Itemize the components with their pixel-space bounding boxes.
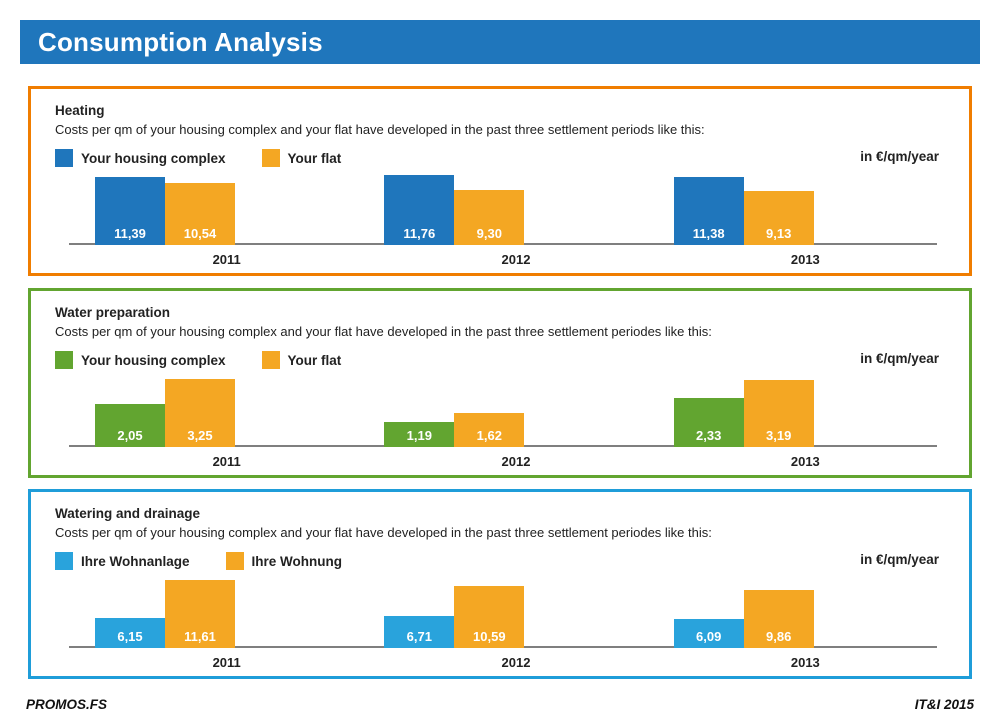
legend-label-complex: Ihre Wohnanlage [81, 553, 190, 569]
bar-complex [674, 619, 744, 648]
bar-flat [744, 380, 814, 447]
page-title: Consumption Analysis [38, 26, 323, 57]
legend-item-complex [55, 351, 226, 369]
chart-watering-and-drainage [55, 578, 951, 670]
bar-flat [165, 379, 235, 447]
legend-swatch-icon [55, 149, 73, 167]
panel-heating [28, 86, 972, 276]
panel-water-preparation [28, 288, 972, 478]
bar-value: 11,39 [114, 226, 146, 241]
bar-value: 9,86 [766, 629, 792, 644]
chart-group-label: 2011 [212, 252, 241, 267]
legend-label-flat: Ihre Wohnung [251, 553, 343, 569]
chart-group-label: 2012 [501, 454, 531, 469]
chart-group-label: 2013 [790, 252, 820, 267]
panel-watering-legend [55, 552, 378, 570]
chart-heating [55, 175, 951, 267]
chart-group-label: 2013 [790, 454, 820, 469]
bar-flat [454, 586, 524, 648]
panel-watering-subtitle: Costs per qm of your housing complex and your flat have developed in the past three settlement periodes like this: [55, 525, 712, 540]
bar-value: 3,19 [766, 428, 792, 443]
bar-value: 3,25 [187, 428, 213, 443]
panel-heating-subtitle: Costs per qm of your housing complex and your flat have developed in the past three settlement periods like this: [55, 122, 705, 137]
bar-value: 6,09 [696, 629, 722, 644]
legend-label-flat: Your flat [287, 352, 342, 368]
chart-group-2012 [358, 377, 647, 469]
chart-group-label: 2011 [212, 655, 241, 670]
legend-label-flat: Your flat [287, 150, 342, 166]
chart-group-label: 2011 [212, 454, 241, 469]
bar-value: 11,76 [403, 226, 436, 241]
chart-group-2011 [69, 377, 358, 469]
bar-value: 9,30 [476, 226, 502, 241]
legend-item-flat [226, 552, 343, 570]
chart-group-2012 [358, 578, 647, 670]
chart-group-2011 [69, 578, 358, 670]
bar-flat [454, 190, 524, 245]
chart-group-2012 [358, 175, 647, 267]
chart-group-label: 2013 [790, 655, 820, 670]
legend-item-complex [55, 149, 226, 167]
legend-swatch-icon [55, 552, 73, 570]
bar-complex [384, 175, 454, 245]
bar-value: 11,61 [184, 629, 216, 644]
panel-water-unit: in €/qm/year [860, 351, 939, 366]
panel-water-title: Water preparation [55, 305, 171, 320]
footer-meta: IT&I 2015 [914, 697, 974, 712]
bar-complex [674, 398, 744, 447]
chart-group-2013 [648, 377, 937, 469]
bar-complex [95, 177, 165, 245]
panel-water-legend [55, 351, 377, 369]
chart-group-2013 [648, 578, 937, 670]
panel-watering-and-drainage [28, 489, 972, 679]
bar-flat [744, 590, 814, 648]
bar-value: 1,19 [406, 428, 432, 443]
panel-watering-unit: in €/qm/year [860, 552, 939, 567]
legend-item-complex [55, 552, 190, 570]
bar-complex [95, 404, 165, 447]
bar-complex [674, 177, 744, 245]
bar-value: 6,71 [406, 629, 432, 644]
chart-group-label: 2012 [501, 655, 531, 670]
bar-value: 2,33 [696, 428, 722, 443]
panel-heating-unit: in €/qm/year [860, 149, 939, 164]
chart-water-preparation [55, 377, 951, 469]
panel-watering-title: Watering and drainage [55, 506, 201, 521]
bar-value: 10,54 [183, 226, 217, 241]
bar-complex [95, 618, 165, 648]
bar-flat [744, 191, 814, 245]
bar-complex [384, 422, 454, 447]
bar-value: 1,62 [476, 428, 502, 443]
bar-value: 2,05 [117, 428, 143, 443]
title-bar [20, 20, 980, 64]
chart-group-label: 2012 [501, 252, 531, 267]
panel-water-subtitle: Costs per qm of your housing complex and your flat have developed in the past three settlement periodes like this: [55, 324, 712, 339]
bar-value: 9,13 [766, 226, 792, 241]
legend-label-complex: Your housing complex [81, 352, 226, 368]
bar-value: 6,15 [117, 629, 143, 644]
bar-complex [384, 616, 454, 648]
legend-swatch-icon [55, 351, 73, 369]
chart-group-2011 [69, 175, 358, 267]
panel-heating-title: Heating [55, 103, 105, 118]
legend-item-flat [262, 149, 342, 167]
bar-value: 11,38 [692, 226, 725, 241]
chart-group-2013 [648, 175, 937, 267]
legend-swatch-icon [262, 149, 280, 167]
bar-flat [165, 183, 235, 245]
bar-flat [454, 413, 524, 447]
bar-value: 10,59 [473, 629, 506, 644]
footer-brand: PROMOS.FS [26, 697, 108, 712]
legend-swatch-icon [226, 552, 244, 570]
panel-heating-legend [55, 149, 377, 167]
legend-swatch-icon [262, 351, 280, 369]
legend-item-flat [262, 351, 342, 369]
legend-label-complex: Your housing complex [81, 150, 226, 166]
bar-flat [165, 580, 235, 648]
